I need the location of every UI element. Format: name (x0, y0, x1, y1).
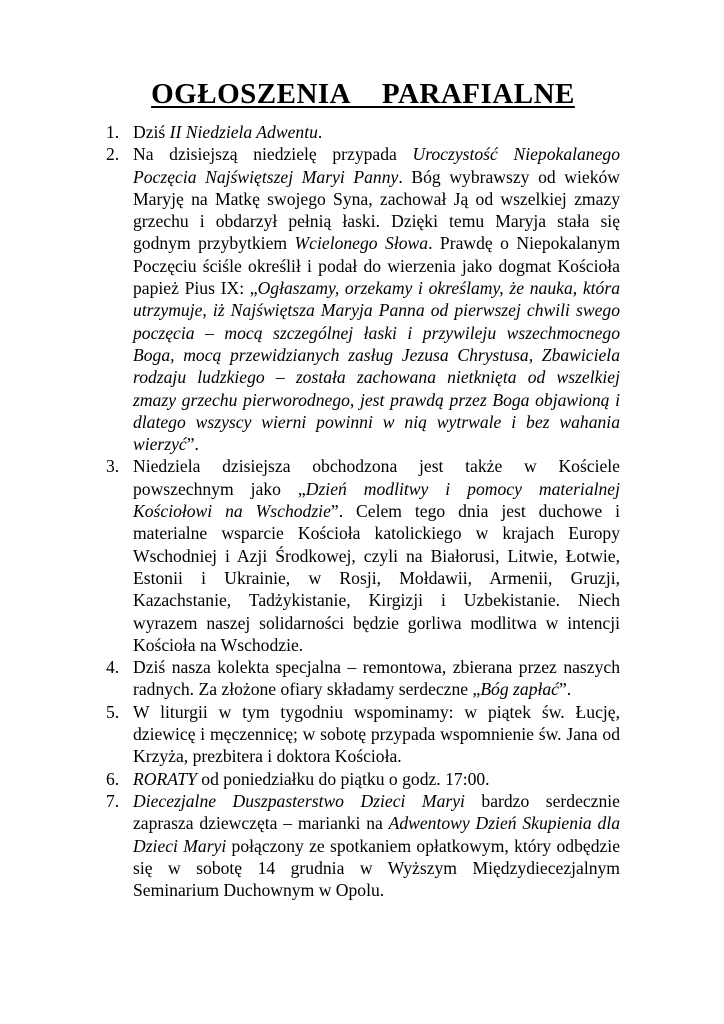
list-item-number: 5. (106, 701, 120, 722)
list-item (106, 455, 620, 656)
list-item-number: 3. (106, 456, 120, 477)
list-item (106, 701, 620, 768)
list-item-number: 1. (106, 122, 120, 142)
list-item (106, 656, 620, 701)
list-item (106, 768, 620, 790)
list-item-text: Diecezjalne Duszpasterstwo Dzieci Maryi bardzo serdecznie zaprasza dziewczęta – marianki na Adwentowy Dzień Skupienia dla Dzieci Maryi połączony ze spotkaniem opłatkowym, który odbędzie się w sobotę 14 grudnia w Wyższym Międzydiecezjalnym Seminarium Duchownym w Opolu. (133, 790, 620, 901)
list-item (106, 143, 620, 455)
list-item-text: W liturgii w tym tygodniu wspominamy: w piątek św. Łucję, dziewicę i męczennicę; w sobotę przypada wspomnienie św. Jana od Krzyża, prezbitera i doktora Kościoła. (133, 701, 620, 767)
list-item-number: 4. (106, 657, 120, 678)
list-item-number: 2. (106, 144, 120, 165)
list-item-text: Dziś nasza kolekta specjalna – remontowa, zbierana przez naszych radnych. Za złożone ofiary składamy serdeczne „Bóg zapłać”. (133, 657, 620, 700)
list-item-number: 6. (106, 768, 120, 789)
list-item-text: Na dzisiejszą niedzielę przypada Uroczystość Niepokalanego Poczęcia Najświętszej Maryi Panny. Bóg wybrawszy od wieków Maryję na Matkę swojego Syna, zachował Ją od wszelkiej zmazy grzechu i obdarzył pełnią łaski. Dzięki temu Maryja stała się godnym przybytkiem Wcielonego Słowa. Prawdę o Niepokalanym Poczęciu ściśle określił i podał do wierzenia jako dogmat Kościoła papież Pius IX: „Ogłaszamy, orzekamy i określamy, że nauka, która utrzymuje, iż Najświętsza Maryja Panna od pierwszej chwili swego poczęcia – mocą szczególnej łaski i przywileju wszechmocnego Boga, mocą przewidzianych zasług Jezusa Chrystusa, Zbawiciela rodzaju ludzkiego – została zachowana nietknięta od wszelkiej zmazy grzechu pierworodnego, jest prawdą przez Boga objawioną i dlatego wszyscy wierni powinni w nią wytrwale i bez wahania wierzyć”. (133, 144, 621, 455)
list-item-text: RORATY od poniedziałku do piątku o godz. 17:00. (133, 768, 490, 789)
list-item (106, 790, 620, 901)
announcements-list (106, 121, 620, 901)
list-item-text: Niedziela dzisiejsza obchodzona jest także w Kościele powszechnym jako „Dzień modlitwy i pomocy materialnej Kościołowi na Wschodzie”. Celem tego dnia jest duchowe i materialne wsparcie Kościoła katolickiego w krajach Europy Wschodniej i Azji Środkowej, czyli na Białorusi, Litwie, Łotwie, Estonii i Ukrainie, w Rosji, Mołdawii, Armenii, Gruzji, Kazachstanie, Tadżykistanie, Kirgizji i Uzbekistanie. Niech wyrazem naszej solidarności będzie gorliwa modlitwa w intencji Kościoła na Wschodzie. (133, 456, 621, 655)
list-item-number: 7. (106, 790, 120, 811)
list-item (106, 121, 620, 143)
list-item-text: Dziś II Niedziela Adwentu. (133, 122, 323, 142)
page-title: OGŁOSZENIA PARAFIALNE (151, 78, 575, 110)
